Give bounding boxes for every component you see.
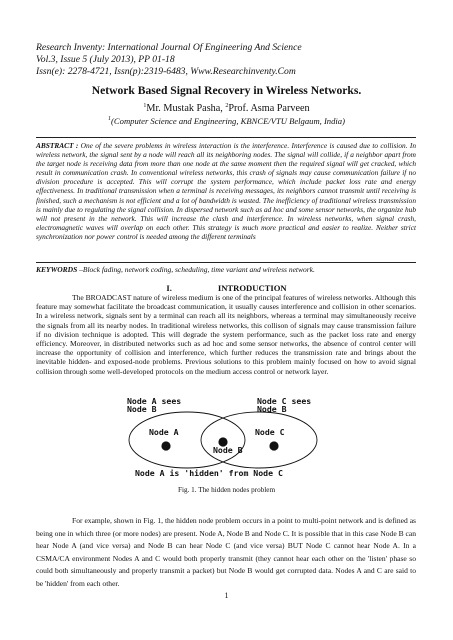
abstract-top-rule <box>36 137 416 138</box>
abstract <box>36 141 416 241</box>
figure-caption: Fig. 1. The hidden nodes problem <box>177 486 276 494</box>
node-b-label: Node B <box>213 445 243 455</box>
author1: Mr. Mustak Pasha, <box>146 103 226 114</box>
introduction-paragraph: The BROADCAST nature of wireless medium is one of the principal features of wireless networks. Although this feature may somewhat facilitate the broadcast communication, it usually causes interference and collision in other scenarios. In a wireless network, signals sent by a terminal can reach all its neighbors, whereas a terminal may simultaneously receive the signals from all its nearby nodes. In traditional wireless networks, this collison of signals may cause transmission failure if no division technique is adopted. This will degrade the system performance, such as the packet loss rate and energy efficiency. Moreover, in distributed networks such as ad hoc and some sensor networks, the absence of control center will increase the opportunity of collision and interference, which further reduces the transmission rate and brings about the inevitable hidden- and exposed-node problems. Previous solutions to this problem mainly focused on how to avoid signal collision through some well-developed protocols on the medium access control or network layer. <box>36 293 416 376</box>
keywords <box>36 265 416 274</box>
paper-title: Network Based Signal Recovery in Wireless Networks. <box>91 84 362 97</box>
affiliation <box>20 116 433 126</box>
node-a-range-circle <box>129 412 245 468</box>
node-a-label: Node A <box>149 427 179 437</box>
page-number: 1 <box>224 591 229 600</box>
section-title: INTRODUCTION <box>217 283 287 293</box>
author2-sup: 2 <box>225 103 229 109</box>
section-number: I. <box>166 283 172 293</box>
label-c-sees-2: Node B <box>257 404 287 414</box>
paper-authors <box>20 103 433 115</box>
node-c-range-circle <box>201 412 317 468</box>
keywords-label: KEYWORDS <box>36 265 78 274</box>
abstract-label: ABSTRACT : <box>36 141 81 150</box>
journal-volume: Vol.3, Issue 5 (July 2013), PP 01-18 <box>36 54 175 65</box>
node-a-dot <box>161 441 170 450</box>
affiliation-text: (Computer Science and Engineering, KBNCE/VTU Belgaum, India) <box>111 116 345 126</box>
journal-issn: Issn(e): 2278-4721, Issn(p):2319-6483, Www.Researchinventy.Com <box>36 66 296 77</box>
author2: Prof. Asma Parveen <box>228 103 310 114</box>
hidden-node-figure <box>125 396 325 478</box>
hidden-label: Node A is 'hidden' from Node C <box>135 468 283 478</box>
journal-header <box>36 42 416 78</box>
example-paragraph: For example, shown in Fig. 1, the hidden node problem occurs in a point to multi-point network and is defined as being one in which three (or more nodes) are present. Node A, Node B and Node C. It is possible that in this case Node B can hear Node A (and vice versa) and Node B can hear Node C (and vice versa) BUT Node C cannot hear Node A. In a CSMA/CA environment Nodes A and C would both properly transmit (they cannot hear each other on the 'listen' phase so could both simultaneously and properly transmit a packet) but Node B would get corrupted data. Nodes A and C are said to be 'hidden' from each other. <box>36 516 416 588</box>
abstract-text: One of the severe problems in wireless interaction is the interference. Interference is caused due to collision. In wireless network, the signal sent by a node will reach all its neighboring nodes. The signal will collide, if a neighbor apart from the target node is receiving data from more than one node at the same moment then the required signal will get cracked, which result in communication crash. In conventional wireless networks, this crash of signals may cause communication failure if no division procedure is accepted. This will corrupt the system performance, which include packet loss rate and energy effectiveness. In traditional transmission when a terminal is receiving messages, its neighbors cannot transmit until receiving is finished, such a mechanism is not efficient and a lot of bandwidth is wasted. The inefficiency of traditional wireless transmission is mainly due to regulating the signal collision. In dispersed network such as ad hoc and some sensor networks, the organize hub will not present in the network. This will increase the clash and interference. In wireless networks, when signal crash, electromagnetic waves will overlap on each other. This strategy is much more practical and easier to realize. Neither strict synchronization nor power control is needed among the different terminals <box>36 141 416 241</box>
section-heading <box>20 283 433 293</box>
author1-sup: 1 <box>143 103 147 109</box>
affil-sup: 1 <box>108 116 112 122</box>
node-c-label: Node C <box>255 427 285 437</box>
keywords-text: –Block fading, network coding, scheduling, time variant and wireless network. <box>77 265 315 274</box>
abstract-bottom-rule <box>36 262 416 263</box>
label-c-sees-1: Node C sees <box>257 396 312 406</box>
journal-name: Research Inventy: International Journal Of Engineering And Science <box>36 42 302 53</box>
node-c-dot <box>269 441 278 450</box>
label-a-sees-2: Node B <box>127 404 157 414</box>
label-a-sees-1: Node A sees <box>127 396 182 406</box>
